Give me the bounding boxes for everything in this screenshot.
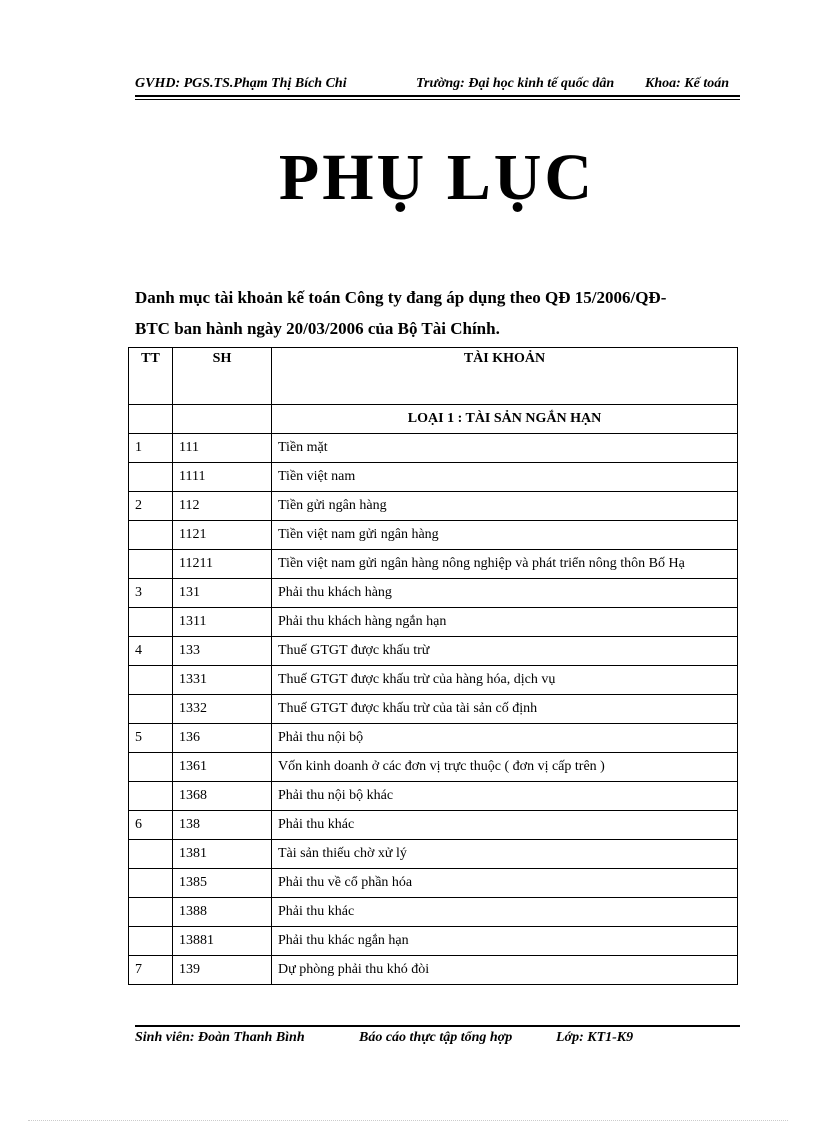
cell-tk: Phải thu về cổ phần hóa (272, 869, 738, 898)
cell-tt: 5 (129, 724, 173, 753)
header-rule-thin (135, 99, 740, 100)
cell-sh: 11211 (173, 550, 272, 579)
cell-tk: Tài sản thiếu chờ xử lý (272, 840, 738, 869)
page-edge-dotted-line (28, 1120, 788, 1121)
cell-tk: Phải thu nội bộ khác (272, 782, 738, 811)
header-tt: TT (129, 348, 173, 405)
cell-tk: Tiền việt nam gửi ngân hàng (272, 521, 738, 550)
cell-tt (129, 898, 173, 927)
table-header-row (129, 348, 738, 405)
header-tk: TÀI KHOẢN (272, 348, 738, 405)
cell-tk: Phải thu khác (272, 811, 738, 840)
table-row (129, 579, 738, 608)
cell-sh: 1388 (173, 898, 272, 927)
cell-sh: 1332 (173, 695, 272, 724)
cell-sh: 1331 (173, 666, 272, 695)
table-row (129, 840, 738, 869)
cell-tt (129, 463, 173, 492)
cell-tk: Tiền mặt (272, 434, 738, 463)
table-row (129, 608, 738, 637)
cell-tt: 4 (129, 637, 173, 666)
cell-tk: Phải thu nội bộ (272, 724, 738, 753)
cell-sh: 111 (173, 434, 272, 463)
table-row (129, 782, 738, 811)
cell-tt (129, 927, 173, 956)
cell-tk: Tiền việt nam (272, 463, 738, 492)
intro-paragraph (135, 282, 747, 344)
cell-tt (129, 666, 173, 695)
footer-class: Lớp: KT1-K9 (556, 1030, 634, 1045)
cell-tk: Tiền việt nam gửi ngân hàng nông nghiệp và phát triển nông thôn Bố Hạ (272, 550, 738, 579)
cell-tt (129, 521, 173, 550)
cell-sh: 13881 (173, 927, 272, 956)
cell-tk: Phải thu khác (272, 898, 738, 927)
table-row (129, 811, 738, 840)
table-row (129, 956, 738, 985)
group-row (129, 405, 738, 434)
cell-tt (129, 695, 173, 724)
table-row (129, 434, 738, 463)
header-rule-thick (135, 95, 740, 97)
table-row (129, 521, 738, 550)
cell-tk: Vốn kinh doanh ở các đơn vị trực thuộc ( đơn vị cấp trên ) (272, 753, 738, 782)
intro-line-1: Danh mục tài khoản kế toán Công ty đang áp dụng theo QĐ 15/2006/QĐ- (135, 288, 667, 307)
cell-tt: 6 (129, 811, 173, 840)
accounts-table (128, 347, 738, 985)
table-row (129, 637, 738, 666)
header-supervisor: GVHD: PGS.TS.Phạm Thị Bích Chi (135, 76, 347, 91)
cell-tt (129, 869, 173, 898)
header-university: Trường: Đại học kinh tế quốc dân (416, 76, 615, 91)
group-label: LOẠI 1 : TÀI SẢN NGẮN HẠN (272, 405, 738, 434)
cell-tk: Dự phòng phải thu khó đòi (272, 956, 738, 985)
header-sh: SH (173, 348, 272, 405)
cell-tk: Thuế GTGT được khấu trừ của tài sản cố định (272, 695, 738, 724)
cell-tt: 1 (129, 434, 173, 463)
table-row (129, 724, 738, 753)
cell-sh: 1311 (173, 608, 272, 637)
cell-sh: 112 (173, 492, 272, 521)
cell-tk: Phải thu khách hàng (272, 579, 738, 608)
cell-tt (129, 840, 173, 869)
cell-tk: Phải thu khách hàng ngắn hạn (272, 608, 738, 637)
cell-tt: 7 (129, 956, 173, 985)
cell-tt (129, 550, 173, 579)
table-row (129, 463, 738, 492)
header-faculty: Khoa: Kế toán (645, 76, 730, 91)
cell-sh: 139 (173, 956, 272, 985)
table-row (129, 550, 738, 579)
cell-sh: 138 (173, 811, 272, 840)
cell-sh: 136 (173, 724, 272, 753)
cell-sh: 1111 (173, 463, 272, 492)
table-row (129, 927, 738, 956)
cell-sh: 1121 (173, 521, 272, 550)
cell-tt: 2 (129, 492, 173, 521)
cell-tk: Phải thu khác ngắn hạn (272, 927, 738, 956)
table-row (129, 695, 738, 724)
intro-line-2: BTC ban hành ngày 20/03/2006 của Bộ Tài Chính. (135, 319, 500, 338)
table-row (129, 753, 738, 782)
footer-student: Sinh viên: Đoàn Thanh Bình (135, 1030, 305, 1045)
cell-sh: 1361 (173, 753, 272, 782)
cell-sh: 1381 (173, 840, 272, 869)
cell-sh: 1385 (173, 869, 272, 898)
page-header (135, 76, 740, 94)
group-sh (173, 405, 272, 434)
cell-sh: 1368 (173, 782, 272, 811)
table-row (129, 666, 738, 695)
footer-rule (135, 1025, 740, 1027)
cell-tk: Thuế GTGT được khấu trừ của hàng hóa, dịch vụ (272, 666, 738, 695)
table-row (129, 492, 738, 521)
cell-tt (129, 782, 173, 811)
group-tt (129, 405, 173, 434)
cell-tt (129, 753, 173, 782)
cell-tt (129, 608, 173, 637)
cell-tt: 3 (129, 579, 173, 608)
table-row (129, 898, 738, 927)
cell-tk: Tiền gửi ngân hàng (272, 492, 738, 521)
cell-sh: 133 (173, 637, 272, 666)
table-row (129, 869, 738, 898)
page-title: PHỤ LỤC (278, 141, 596, 214)
footer-report-type: Báo cáo thực tập tổng hợp (359, 1030, 513, 1045)
cell-sh: 131 (173, 579, 272, 608)
cell-tk: Thuế GTGT được khấu trừ (272, 637, 738, 666)
